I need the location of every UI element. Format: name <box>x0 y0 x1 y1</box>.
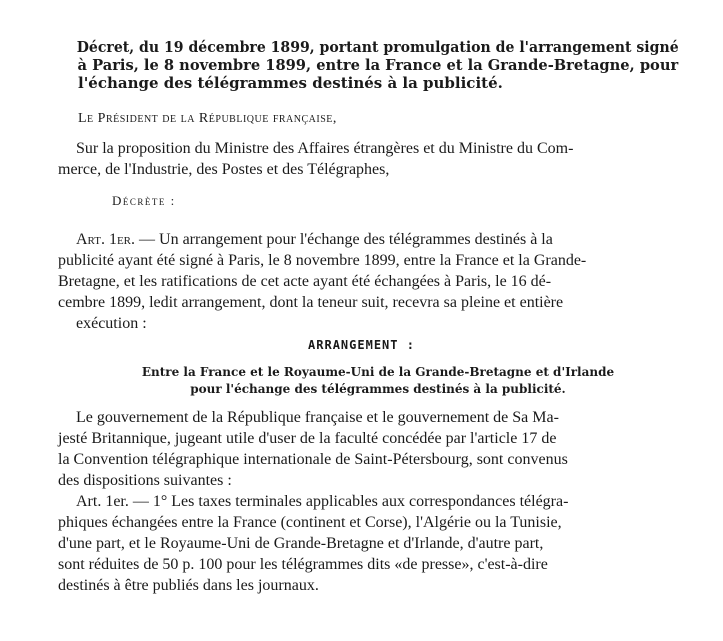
subtitle-line: pour l'échange des télégrammes destinés à la publicité. <box>190 382 566 396</box>
subtitle-line: Entre la France et le Royaume-Uni de la Grande-Bretagne et d'Irlande <box>141 365 615 379</box>
decree-article-1 <box>58 229 692 334</box>
paragraph-line: phiques échangées entre la France (continent et Corse), l'Algérie ou la Tunisie, <box>58 514 562 531</box>
arrangement-article-1 <box>58 491 694 596</box>
paragraph-line: Art. 1er. — 1° Les taxes terminales applicables aux correspondances télégra- <box>76 493 569 510</box>
president-heading: Le Président de la République française, <box>78 111 337 126</box>
arrangement-subtitle <box>98 364 658 398</box>
paragraph-line: merce, de l'Industrie, des Postes et des Télégraphes, <box>58 161 390 178</box>
paragraph-line: des dispositions suivantes : <box>58 472 232 489</box>
proposition-paragraph <box>58 138 698 180</box>
paragraph-line: cembre 1899, ledit arrangement, dont la teneur suit, recevra sa pleine et entière <box>58 294 564 311</box>
gouvernement-paragraph <box>58 407 694 491</box>
arrangement-heading: ARRANGEMENT : <box>308 338 415 352</box>
decree-title <box>58 38 698 92</box>
decree-title-line: Décret, du 19 décembre 1899, portant promulgation de l'arrangement signé <box>76 38 679 56</box>
paragraph-line: d'une part, et le Royaume-Uni de Grande-Bretagne et d'Irlande, d'autre part, <box>58 535 544 552</box>
paragraph-line: Bretagne, et les ratifications de cet acte ayant été échangées à Paris, le 16 dé- <box>58 273 552 290</box>
paragraph-line: Le gouvernement de la République française et le gouvernement de Sa Ma- <box>76 409 559 426</box>
article-label: Art. 1er. <box>76 231 136 248</box>
decree-title-line: à Paris, le 8 novembre 1899, entre la France et la Grande-Bretagne, pour <box>77 56 679 74</box>
decrete-heading: Décrète : <box>112 193 176 208</box>
paragraph-line: la Convention télégraphique internationale de Saint-Pétersbourg, sont convenus <box>58 451 568 468</box>
paragraph-line: publicité ayant été signé à Paris, le 8 novembre 1899, entre la France et la Grande- <box>58 252 587 269</box>
decree-title-line: l'échange des télégrammes destinés à la publicité. <box>78 74 503 92</box>
article-text: — Un arrangement pour l'échange des télégrammes destinés à la <box>135 231 553 248</box>
paragraph-line: exécution : <box>76 315 147 332</box>
paragraph-line: destinés à être publiés dans les journaux. <box>58 577 319 594</box>
paragraph-line <box>58 229 692 250</box>
paragraph-line: Sur la proposition du Ministre des Affaires étrangères et du Ministre du Com- <box>76 140 574 157</box>
paragraph-line: jesté Britannique, jugeant utile d'user de la faculté concédée par l'article 17 de <box>58 430 557 447</box>
paragraph-line: sont réduites de 50 p. 100 pour les télégrammes dits «de presse», c'est-à-dire <box>58 556 548 573</box>
